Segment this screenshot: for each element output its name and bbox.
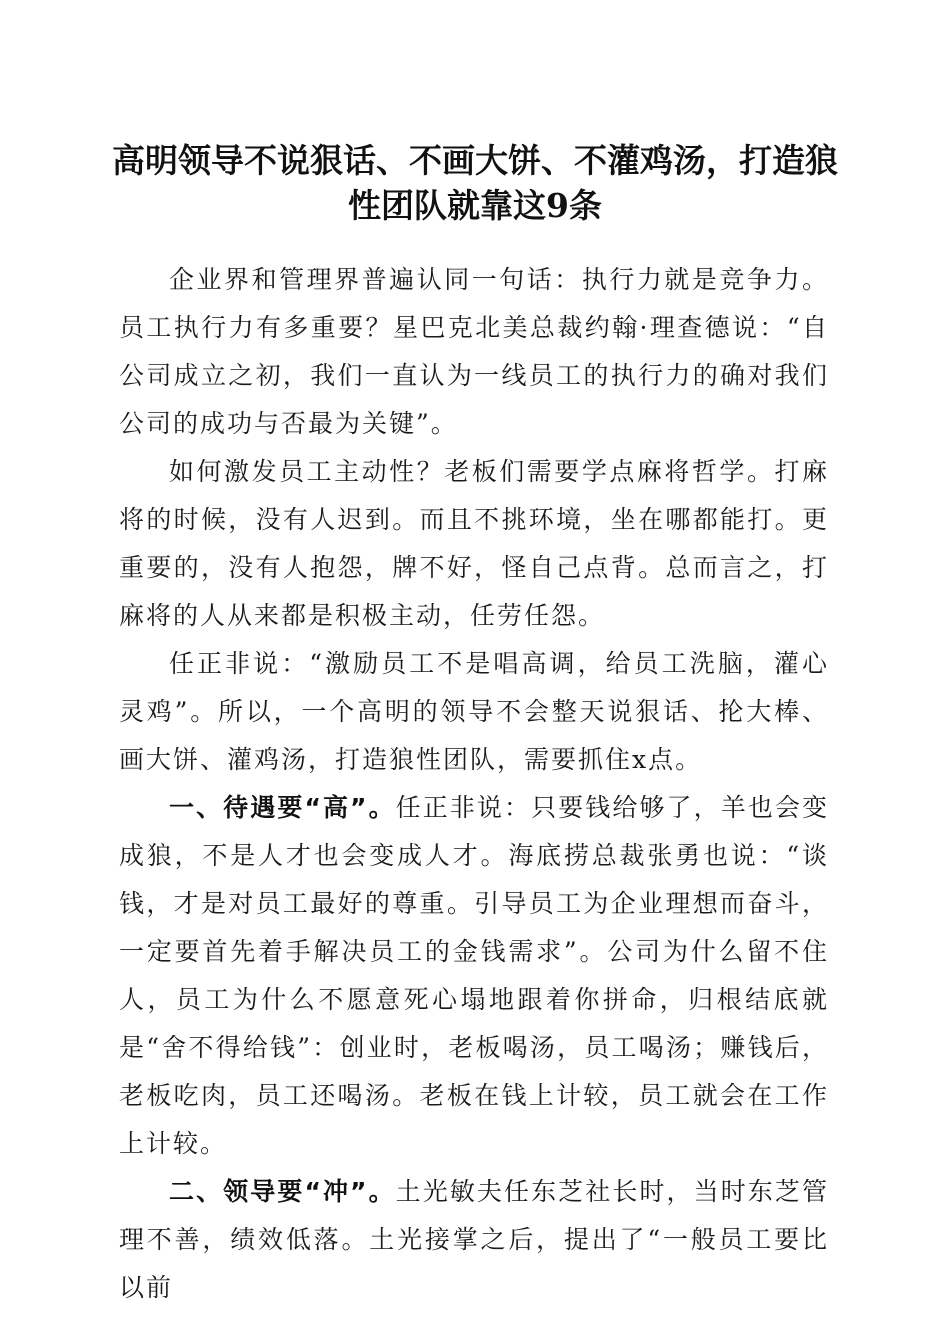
paragraph (119, 256, 829, 448)
paragraph-text: 任正非说：“激励员工不是唱高调，给员工洗脑，灌心灵鸡”。所以，一个高明的领导不会整天说狠话、抡大棒、画大饼、灌鸡汤，打造狼性团队，需要抓住x点。 (119, 649, 829, 774)
paragraph-text: 企业界和管理界普遍认同一句话：执行力就是竞争力。员工执行力有多重要？星巴克北美总裁约翰·理查德说：“自公司成立之初，我们一直认为一线员工的执行力的确对我们公司的成功与否最为关键”。 (119, 265, 829, 438)
paragraph (119, 784, 829, 1168)
paragraph (119, 1168, 829, 1312)
paragraph (119, 640, 829, 784)
section-heading: 一、待遇要“高”。 (169, 793, 396, 822)
document-body (119, 256, 829, 1312)
paragraph-text: 任正非说：只要钱给够了，羊也会变成狼，不是人才也会变成人才。海底捞总裁张勇也说：“谈钱，才是对员工最好的尊重。引导员工为企业理想而奋斗，一定要首先着手解决员工的金钱需求”。公司为什么留不住人，员工为什么不愿意死心塌地跟着你拼命，归根结底就是“舍不得给钱”：创业时，老板喝汤，员工喝汤；赚钱后，老板吃肉，员工还喝汤。老板在钱上计较，员工就会在工作上计较。 (119, 793, 829, 1158)
paragraph-text: 如何激发员工主动性？老板们需要学点麻将哲学。打麻将的时候，没有人迟到。而且不挑环境，坐在哪都能打。更重要的，没有人抱怨，牌不好，怪自己点背。总而言之，打麻将的人从来都是积极主动，任劳任怨。 (119, 457, 829, 630)
paragraph-text: 土光敏夫任东芝社长时，当时东芝管理不善，绩效低落。土光接掌之后，提出了“一般员工要比以前 (119, 1177, 829, 1302)
section-heading: 二、领导要“冲”。 (169, 1177, 396, 1206)
paragraph (119, 448, 829, 640)
document-title: 高明领导不说狠话、不画大饼、不灌鸡汤，打造狼性团队就靠这9条 (112, 141, 838, 225)
